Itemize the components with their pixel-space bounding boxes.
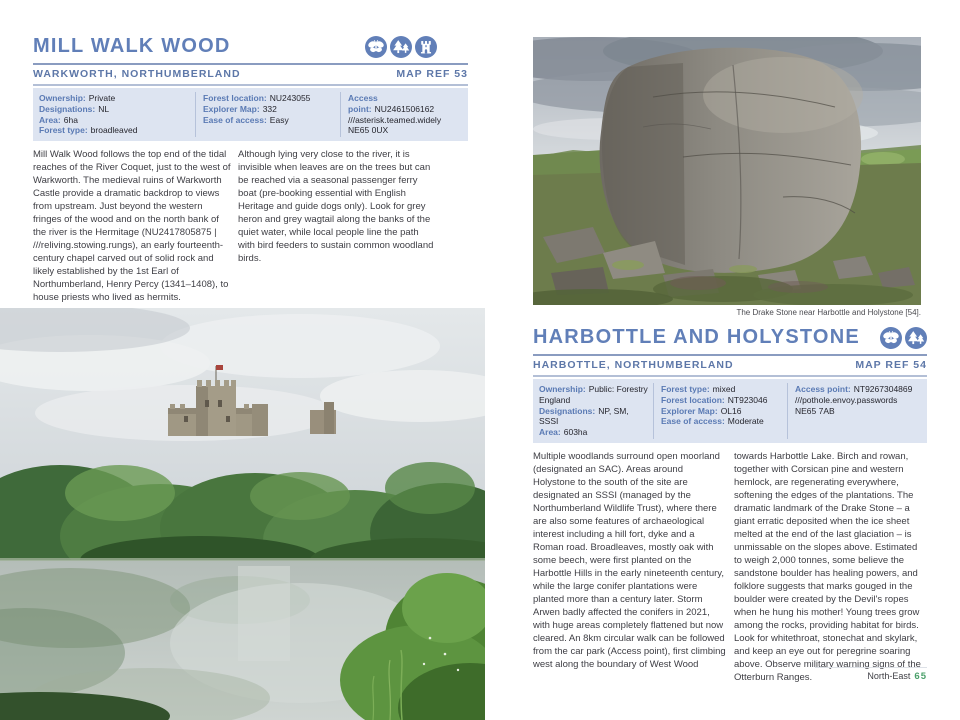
info-value: NE65 0UX [348, 125, 389, 136]
info-label: Ownership: [539, 384, 586, 394]
info-value: ///pothole.envoy.passwords [795, 394, 898, 405]
feature-icons [365, 36, 437, 58]
body-column-2: towards Harbottle Lake. Birch and rowan, together with Corsican pine and western hemlock, are regenerating everywhere, softening the edges of the plantations. The dramatic landmark of the Drake Stone – a giant erratic deposited when the ice sheet melted at the end of the last glaciation – is unmissable on the slopes above. Estimated to weigh 2,000 tonnes, some believe the sandstone boulder has healing powers, and folklore suggests that marks gouged in the boulder were created by the Devil's ropes when he hung his mother! Young trees grow among the rocks, providing habitat for birds. Look for whitethroat, stonechat and skylark, and keep an eye out for peregrine soaring above. Observe military warning signs of the Otterburn Ranges. [734, 450, 921, 683]
drake-stone-photo [533, 37, 921, 305]
info-label: Explorer Map: [661, 405, 718, 416]
info-label: Access point: [348, 93, 378, 114]
info-label: Ownership: [39, 93, 86, 103]
info-value: NL [98, 103, 110, 114]
butterfly-icon [365, 36, 387, 58]
info-value: Private [88, 93, 116, 103]
section-name: North-East [867, 671, 911, 681]
info-value: ///asterisk.teamed.widely [348, 114, 442, 125]
info-value: mixed [712, 384, 736, 394]
info-column-access [787, 383, 927, 439]
info-value: Moderate [727, 416, 764, 427]
info-label: Ease of access: [661, 416, 725, 427]
body-column-1: Multiple woodlands surround open moorland (designated an SAC). Areas around Holystone to the south of the site are designated an SSSI (managed by the Northumberland Wildlife Trust), where there are also some features of archaeological interest including a hill fort, dyke and a Roman road. Broadleaves, mostly oak with some beech, were first planted on the Harbottle Hills in the early nineteenth century, while the large conifer plantations were planted more than a century later. Storm Arwen badly affected the conifers in 2021, with huge areas completely flattened but now cleared. An 8km circular walk can be followed from the car park (Access point), first climbing west along the boundary of West Wood [533, 450, 726, 670]
map-ref: MAP REF 54 [855, 359, 927, 371]
info-column-access [340, 92, 468, 137]
info-box [533, 379, 927, 443]
info-value: NT9267304869 [853, 384, 913, 394]
info-value: NE65 7AB [795, 405, 835, 416]
entry-subheader [533, 354, 927, 377]
info-value: Public: Forestry England [539, 384, 648, 405]
forest-icon [390, 36, 412, 58]
entry-subheader [33, 63, 468, 86]
info-value: OL16 [720, 405, 742, 416]
info-label: Designations: [539, 405, 596, 416]
entry-title: MILL WALK WOOD [33, 35, 231, 57]
info-value: NT923046 [727, 394, 768, 405]
info-column-ownership [33, 92, 195, 137]
body-column-2: Although lying very close to the river, it is invisible when leaves are on the trees but can be reached via a seasonal passenger ferry boat (pre-booking essential with English Heritage and guide dogs only). Look for grey heron and grey wagtail along the banks of the quiet water, while local people line the path with bird feeders to sustain common woodland birds. [238, 149, 434, 265]
page-number: 65 [914, 671, 927, 682]
entry-location: WARKWORTH, NORTHUMBERLAND [33, 68, 241, 80]
entry-mill-walk-wood [33, 35, 468, 317]
info-value: broadleaved [90, 125, 138, 136]
forest-icon [905, 327, 927, 349]
page-footer [797, 667, 927, 682]
info-value: NP, SM, SSSI [539, 405, 629, 427]
butterfly-icon [880, 327, 902, 349]
info-label: Designations: [39, 103, 96, 114]
map-ref: MAP REF 53 [396, 68, 468, 80]
entry-body [533, 450, 927, 684]
info-label: Forest location: [661, 394, 725, 405]
info-value: NU2461506162 [374, 103, 435, 114]
feature-icons [880, 327, 927, 349]
castle-icon [415, 36, 437, 58]
info-label: Forest type: [661, 384, 710, 394]
info-label: Area: [539, 427, 561, 438]
entry-title: HARBOTTLE AND HOLYSTONE [533, 326, 860, 348]
info-label: Forest type: [39, 125, 88, 136]
warkworth-castle-photo [0, 308, 485, 720]
entry-harbottle-holystone [533, 37, 927, 684]
entry-location: HARBOTTLE, NORTHUMBERLAND [533, 359, 734, 371]
info-value: Easy [269, 114, 289, 125]
info-column-location [195, 92, 340, 137]
info-label: Area: [39, 114, 61, 125]
info-label: Explorer Map: [203, 103, 260, 114]
body-column-1: Mill Walk Wood follows the top end of the tidal reaches of the River Coquet, just to the west of Warkworth. The medieval ruins of Warkworth Castle provide a dramatic backdrop to views from upstream. Just beyond the western fringes of the wood and on the north bank of the river is the Hermitage (NU2417805875 | ///reliving.stowing.rungs), an early fourteenth-century chapel carved out of solid rock and likely established by the 1st Earl of Northumberland, Henry Percy (1341–1408), to house priests who lived as hermits. [33, 149, 231, 304]
info-label: Forest location: [203, 93, 267, 103]
info-column-location [653, 383, 787, 439]
footer-rule [815, 667, 927, 668]
info-value: NU243055 [269, 93, 311, 103]
info-label: Ease of access: [203, 114, 267, 125]
info-value: 6ha [63, 114, 78, 125]
entry-body [33, 148, 468, 317]
photo-caption-drake-stone: The Drake Stone near Harbottle and Holystone [54]. [736, 308, 921, 317]
info-column-ownership [533, 383, 653, 439]
info-value: 603ha [563, 427, 588, 438]
info-label: Access point: [795, 384, 851, 394]
info-value: 332 [262, 103, 277, 114]
info-box [33, 88, 468, 141]
